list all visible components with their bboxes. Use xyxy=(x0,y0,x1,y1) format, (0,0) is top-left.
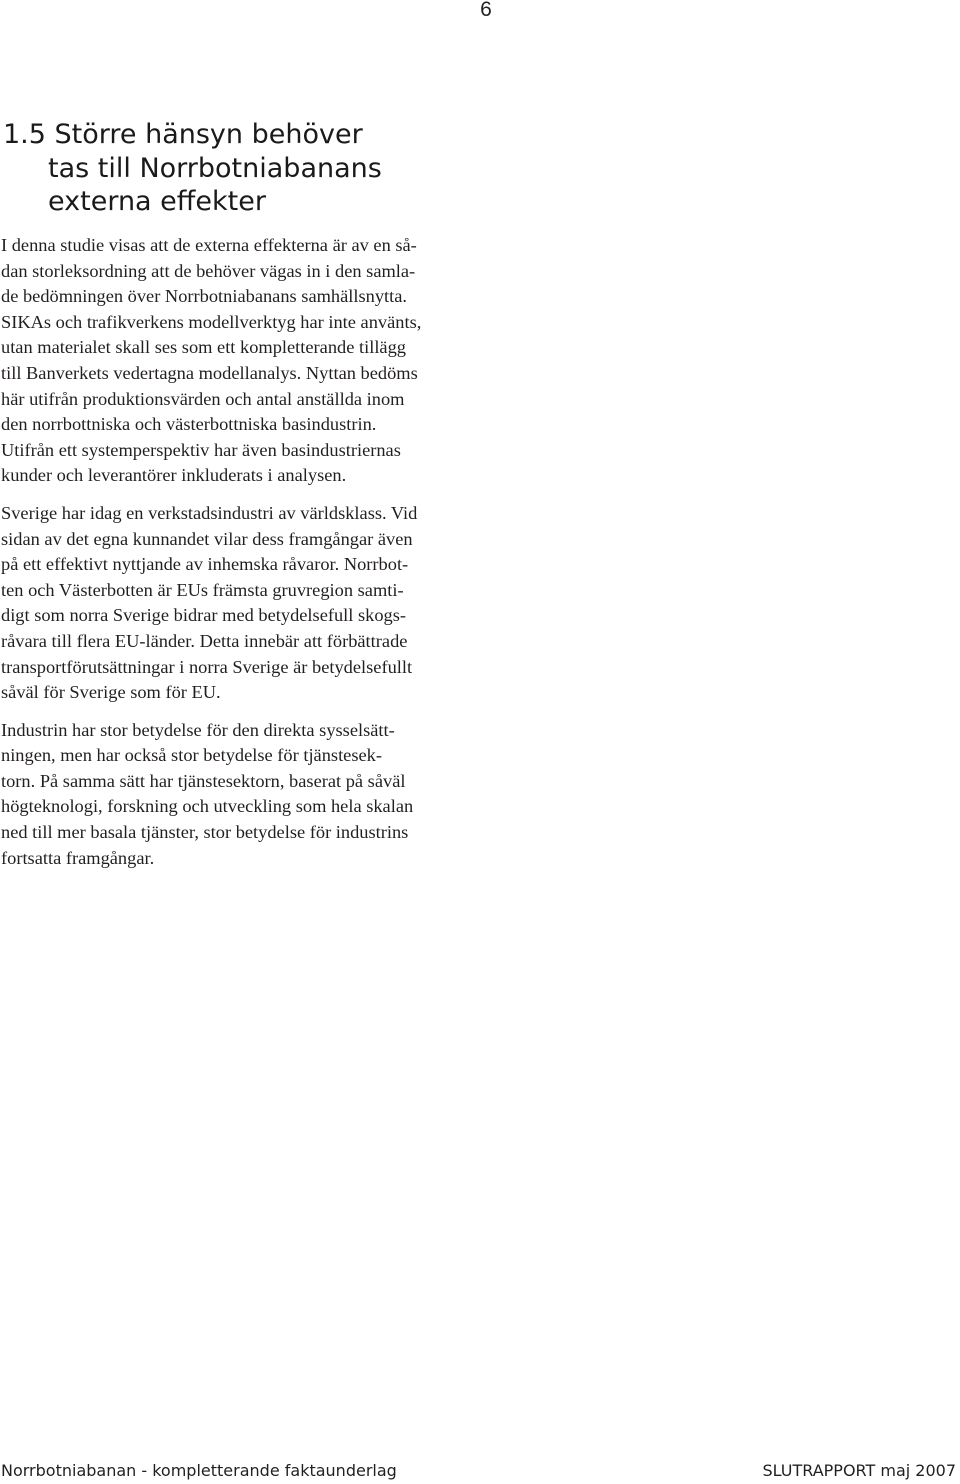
body-text xyxy=(1,233,471,883)
text-line: högteknologi, forskning och utveckling som hela skalan xyxy=(1,796,414,817)
text-line: till Banverkets vedertagna modellanalys. Nyttan bedöms xyxy=(1,362,418,383)
text-line: ningen, men har också stor betydelse för tjänstesek- xyxy=(1,745,382,766)
text-line: SIKAs och trafikverkens modellverktyg har inte använts, xyxy=(1,311,422,332)
footer-document-title: Norrbotniabanan - kompletterande faktaunderlag xyxy=(1,1461,397,1480)
text-line: utan materialet skall ses som ett kompletterande tillägg xyxy=(1,337,406,358)
heading-line: tas till Norrbotniabanans xyxy=(48,152,382,184)
text-line: I denna studie visas att de externa effekterna är av en så- xyxy=(1,235,417,255)
heading-line: 1.5 Större hänsyn behöver xyxy=(3,119,363,150)
text-line: digt som norra Sverige bidrar med betydelsefull skogs- xyxy=(1,605,407,626)
page-number: 6 xyxy=(480,0,492,21)
text-line: de bedömningen över Norrbotniabanans samhällsnytta. xyxy=(1,286,408,307)
text-line: Utifrån ett systemperspektiv har även basindustriernas xyxy=(1,439,401,460)
text-line: sidan av det egna kunnandet vilar dess framgångar även xyxy=(1,528,413,549)
text-line: dan storleksordning att de behöver vägas in i den samla- xyxy=(1,260,416,281)
text-line: på ett effektivt nyttjande av inhemska råvaror. Norrbot- xyxy=(1,554,409,575)
paragraph-services xyxy=(1,718,471,872)
text-line: kunder och leverantörer inkluderats i analysen. xyxy=(1,465,347,486)
heading-line: externa effekter xyxy=(48,186,266,217)
paragraph-industry xyxy=(1,501,471,706)
text-line: ned till mer basala tjänster, stor betydelse för industrins xyxy=(1,822,409,843)
text-line: ten och Västerbotten är EUs främsta gruvregion samti- xyxy=(1,579,404,600)
text-line: råvara till flera EU-länder. Detta innebär att förbättrade xyxy=(1,630,408,651)
paragraph-external-effects xyxy=(1,233,471,489)
text-line: fortsatta framgångar. xyxy=(1,847,155,868)
text-line: transportförutsättningar i norra Sverige är betydelsefullt xyxy=(1,656,413,677)
text-line: Sverige har idag en verkstadsindustri av världsklass. Vid xyxy=(1,502,418,523)
text-line: torn. På samma sätt har tjänstesektorn, baserat på såväl xyxy=(1,770,406,791)
text-line: Industrin har stor betydelse för den direkta sysselsätt- xyxy=(1,719,395,740)
text-line: den norrbottniska och västerbottniska basindustrin. xyxy=(1,414,377,435)
text-line: här utifrån produktionsvärden och antal anställda inom xyxy=(1,388,405,409)
text-line: såväl för Sverige som för EU. xyxy=(1,682,221,703)
footer-report-label: SLUTRAPPORT maj 2007 xyxy=(762,1461,956,1480)
section-heading xyxy=(3,118,382,219)
